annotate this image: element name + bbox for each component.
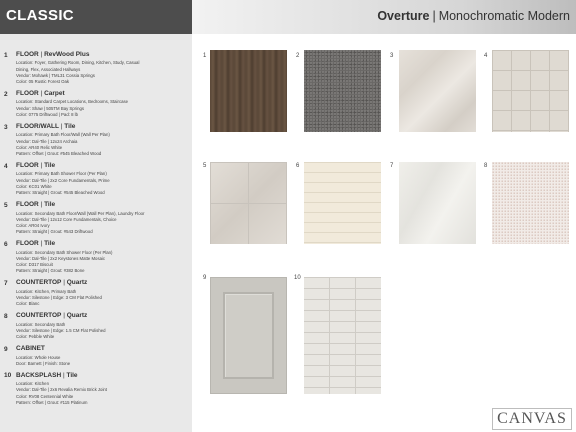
collection-separator: | [432, 9, 436, 23]
item-detail-line: Location: Primary Bath Shower Floor (Per Plan) [16, 171, 107, 177]
swatch-number: 9 [203, 275, 207, 281]
item-body [16, 279, 186, 307]
item-number: 3 [4, 123, 8, 131]
item-category: FLOOR [16, 51, 39, 58]
item-category: FLOOR/WALL [16, 123, 59, 131]
item-category: FLOOR [16, 162, 39, 170]
item-detail-line: Color: 0775 Driftwood | Pad: 8 lb [16, 111, 79, 117]
item-body [16, 240, 186, 274]
item-detail-line: Vendor: Dal-Tile | 12x24 Archaia [16, 138, 78, 144]
item-number: 1 [4, 51, 8, 59]
item-detail-line: Pattern: Straight | Grout: #545 Bleached Wood [16, 190, 105, 196]
item-number: 2 [4, 90, 8, 98]
item-body [16, 372, 186, 406]
selection-list [0, 34, 192, 432]
selection-item [4, 240, 186, 274]
selection-item [4, 279, 186, 307]
item-type: Quartz [66, 279, 88, 287]
item-detail-line: Color: Blanc [16, 301, 40, 307]
item-number: 6 [4, 240, 8, 248]
item-detail-line: Location: Secondary Bath Floor/Wall (Wall Per Plan), Laundry Floor [16, 210, 145, 216]
item-detail-line: Door: Barnett | Finish: Stone [16, 360, 71, 366]
item-separator: | [58, 123, 65, 131]
item-category: FLOOR [16, 240, 39, 248]
swatch-quartz-blanc [399, 162, 476, 244]
item-detail-line: Vendor: Shaw | 505TM Bay Springs [16, 105, 84, 111]
item-detail-line: Location: Secondary Bath Shower Floor (Per Plan) [16, 249, 113, 255]
swatch-grid [192, 34, 576, 432]
swatch-number: 8 [484, 163, 488, 169]
item-type: Tile [44, 162, 56, 170]
item-detail-line: Color: 05 Rustic Forest Oak [16, 78, 70, 84]
swatch-number: 6 [296, 163, 300, 169]
selection-item [4, 312, 186, 340]
swatch-biscuit-mosaic [304, 162, 381, 244]
item-detail-line: Vendor: Dal-Tile | 2x6 Revalia Remix Brick Joint [16, 387, 107, 393]
item-title [16, 162, 186, 170]
item-detail-line: Location: Kitchen [16, 381, 49, 387]
item-body [16, 51, 186, 85]
swatch-ivory-tile [210, 162, 287, 244]
swatch-carpet [304, 50, 381, 132]
swatch-number: 7 [390, 163, 394, 169]
item-body [16, 162, 186, 196]
item-detail-line: Location: Standard Carpet Locations, Bedrooms, Staircase [16, 99, 129, 105]
item-type: Carpet [44, 90, 65, 98]
item-title [16, 123, 186, 131]
canvas-logo: CANVAS [492, 408, 572, 430]
selection-item [4, 90, 186, 118]
item-title [16, 51, 186, 59]
item-type: Tile [64, 123, 76, 131]
item-detail-line: Location: Kitchen, Primary Bath [16, 288, 77, 294]
swatch-number: 3 [390, 53, 394, 59]
item-title [16, 312, 186, 320]
selection-item [4, 123, 186, 157]
item-title [16, 279, 186, 287]
item-detail-line: Location: Foyer, Gathering Room, Dining, Kitchen, Study, Casual [16, 60, 140, 66]
item-detail-line: Dining, Flex, Associated Hallways [16, 66, 81, 72]
item-detail-line: Location: Whole House [16, 354, 61, 360]
item-detail-line: Vendor: Dal-Tile | 12x12 Core Fundamentals, Choice [16, 216, 117, 222]
item-detail-line: Pattern: Straight | Grout: #382 Bone [16, 268, 85, 274]
item-category: COUNTERTOP [16, 279, 62, 287]
item-detail-line: Pattern: Straight | Grout: #543 Driftwood [16, 229, 93, 235]
item-number: 8 [4, 312, 8, 320]
selection-item [4, 345, 186, 367]
item-separator: | [38, 162, 45, 170]
item-category: CABINET [16, 345, 45, 353]
collection-name: Overture [377, 9, 430, 23]
collection-style: Monochromatic Modern [438, 9, 570, 23]
item-title [16, 372, 186, 380]
brick-joints [304, 277, 381, 394]
swatch-quartz-pebble [492, 162, 569, 244]
swatch-number: 1 [203, 53, 207, 59]
item-type: Tile [44, 240, 56, 248]
item-separator: | [38, 240, 45, 248]
selection-item [4, 372, 186, 406]
item-category: COUNTERTOP [16, 312, 62, 320]
item-detail-line: Pattern: Offset | Grout: #115 Platinum [16, 399, 88, 405]
item-number: 9 [4, 345, 8, 353]
item-detail-line: Pattern: Offset | Grout: #545 Bleached Wood [16, 150, 102, 156]
item-category: FLOOR [16, 90, 39, 98]
item-detail-line: Vendor: Dal-Tile | 2x2 Core Fundamentals, Prime [16, 177, 110, 183]
item-separator: | [38, 201, 45, 209]
item-title [16, 240, 186, 248]
swatch-number: 10 [294, 275, 301, 281]
swatch-wood-floor [210, 50, 287, 132]
item-detail-line: Color: KC01 White [16, 183, 52, 189]
brand-title: CLASSIC [6, 7, 74, 24]
item-body [16, 201, 186, 235]
item-separator: | [38, 51, 45, 58]
swatch-archaia-tile [399, 50, 476, 132]
item-number: 4 [4, 162, 8, 170]
swatch-number: 2 [296, 53, 300, 59]
item-detail-line: Vendor: Mohawk | TML31 Cossia Springs [16, 72, 95, 78]
item-category: FLOOR [16, 201, 39, 209]
item-body [16, 312, 186, 340]
item-detail-line: Vendor: Silestone | Edge: 3 CM Flat Polished [16, 294, 102, 300]
swatch-number: 5 [203, 163, 207, 169]
item-detail-line: Color: AR04 Ivory [16, 222, 50, 228]
item-separator: | [38, 90, 45, 98]
item-body [16, 123, 186, 157]
item-body [16, 90, 186, 118]
item-type: Tile [66, 371, 78, 379]
item-title [16, 345, 186, 353]
item-detail-line: Vendor: Dal-Tile | 2x2 Keystones Matte Mosaic [16, 255, 106, 261]
swatch-cabinet-door [210, 277, 287, 394]
swatch-number: 4 [484, 53, 488, 59]
item-body [16, 345, 186, 367]
swatch-mosaic-tile [492, 50, 569, 132]
header [0, 0, 576, 34]
item-number: 5 [4, 201, 8, 209]
item-detail-line: Vendor: Silestone | Edge: 1.5 CM Flat Polished [16, 327, 106, 333]
item-detail-line: Location: Secondary Bath [16, 321, 66, 327]
item-type: RevWood Plus [44, 51, 90, 58]
item-detail-line: Color: AR40 Relic White [16, 144, 63, 150]
item-detail-line: Color: Pebble White [16, 334, 55, 340]
item-separator: | [61, 371, 67, 379]
item-category: BACKSPLASH [16, 371, 62, 379]
item-type: Tile [44, 201, 56, 209]
collection-bar [192, 0, 576, 34]
item-title [16, 201, 186, 209]
collection-title [377, 9, 570, 23]
swatch-brick-backsplash [304, 277, 381, 394]
cabinet-panel [223, 292, 274, 379]
item-number: 7 [4, 279, 8, 287]
item-type: Quartz [66, 312, 88, 320]
selection-item [4, 51, 186, 85]
item-title [16, 90, 186, 98]
selection-item [4, 162, 186, 196]
brand-bar [0, 0, 192, 34]
item-number: 10 [4, 372, 12, 380]
item-detail-line: Location: Primary Bath Floor/Wall (Wall Per Plan) [16, 132, 110, 138]
item-separator: | [61, 312, 67, 320]
item-detail-line: Color: D317 Biscuit [16, 262, 53, 268]
item-detail-line: Color: RV08 Centennial White [16, 393, 74, 399]
item-separator: | [61, 279, 67, 287]
selection-item [4, 201, 186, 235]
